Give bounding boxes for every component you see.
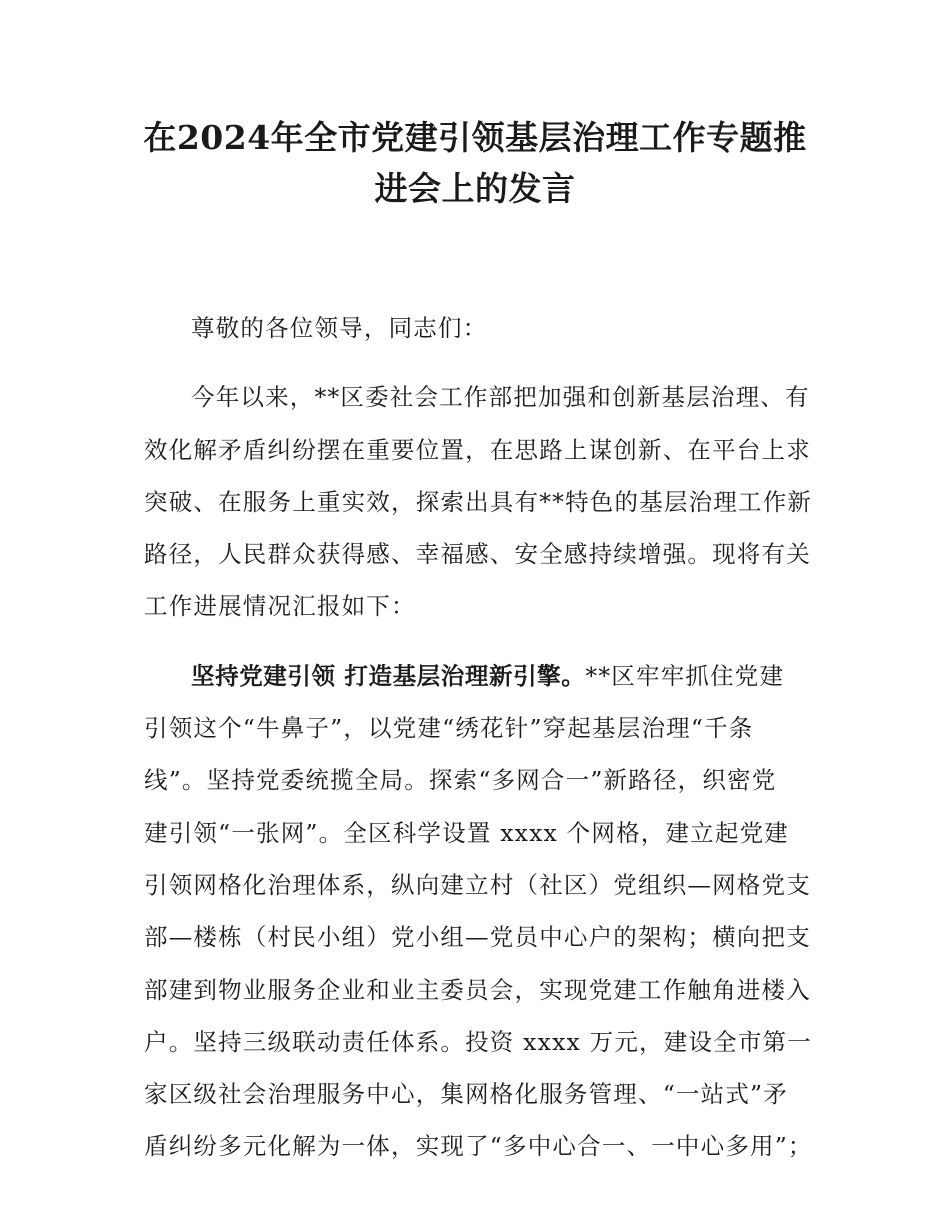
section-1-heading: 坚持党建引领 打造基层治理新引擎。 <box>191 661 586 690</box>
section-1-line-6: 部—楼栋（村民小组）党小组—党员中心户的架构；横向把支 <box>144 923 811 952</box>
intro-line-3: 突破、在服务上重实效，探索出具有**特色的基层治理工作新 <box>144 487 813 516</box>
section-1-line-8: 户。坚持三级联动责任体系。投资 xxxx 万元，建设全市第一 <box>144 1027 812 1056</box>
title-line-1: 在2024年全市党建引领基层治理工作专题推 <box>143 118 807 157</box>
intro-line-4: 路径，人民群众获得感、幸福感、安全感持续增强。现将有关 <box>144 540 811 569</box>
section-1-line-5: 引领网格化治理体系，纵向建立村（社区）党组织—网格党支 <box>144 870 811 899</box>
section-1-line-10: 盾纠纷多元化解为一体，实现了“多中心合一、一中心多用”； <box>144 1132 813 1161</box>
section-1-line-4: 建引领“一张网”。全区科学设置 xxxx 个网格，建立起党建 <box>144 818 789 847</box>
document-body <box>144 302 819 1173</box>
document-title <box>120 112 830 214</box>
section-1-line-9: 家区级社会治理服务中心，集网格化服务管理、“一站式”矛 <box>144 1080 788 1109</box>
section-1-first-line <box>144 650 819 702</box>
intro-line-2: 效化解矛盾纠纷摆在重要位置，在思路上谋创新、在平台上求 <box>144 435 811 464</box>
spacer <box>144 354 819 371</box>
intro-paragraph <box>144 371 819 632</box>
title-line-2: 进会上的发言 <box>374 169 576 208</box>
section-1-line-7: 部建到物业服务企业和业主委员会，实现党建工作触角进楼入 <box>144 975 811 1004</box>
salutation: 尊敬的各位领导，同志们： <box>191 314 488 342</box>
section-1-paragraph <box>144 650 819 1173</box>
section-1-line-2: 引领这个“牛鼻子”，以党建“绣花针”穿起基层治理“千条 <box>144 714 754 743</box>
section-1-first-line-rest: **区牢牢抓住党建 <box>585 661 785 690</box>
intro-line-5: 工作进展情况汇报如下： <box>144 592 416 621</box>
section-1-line-3: 线”。坚持党委统揽全局。探索“多网合一”新路径，织密党 <box>144 766 777 795</box>
spacer <box>144 633 819 650</box>
intro-line-1: 今年以来，**区委社会工作部把加强和创新基层治理、有 <box>191 383 810 412</box>
